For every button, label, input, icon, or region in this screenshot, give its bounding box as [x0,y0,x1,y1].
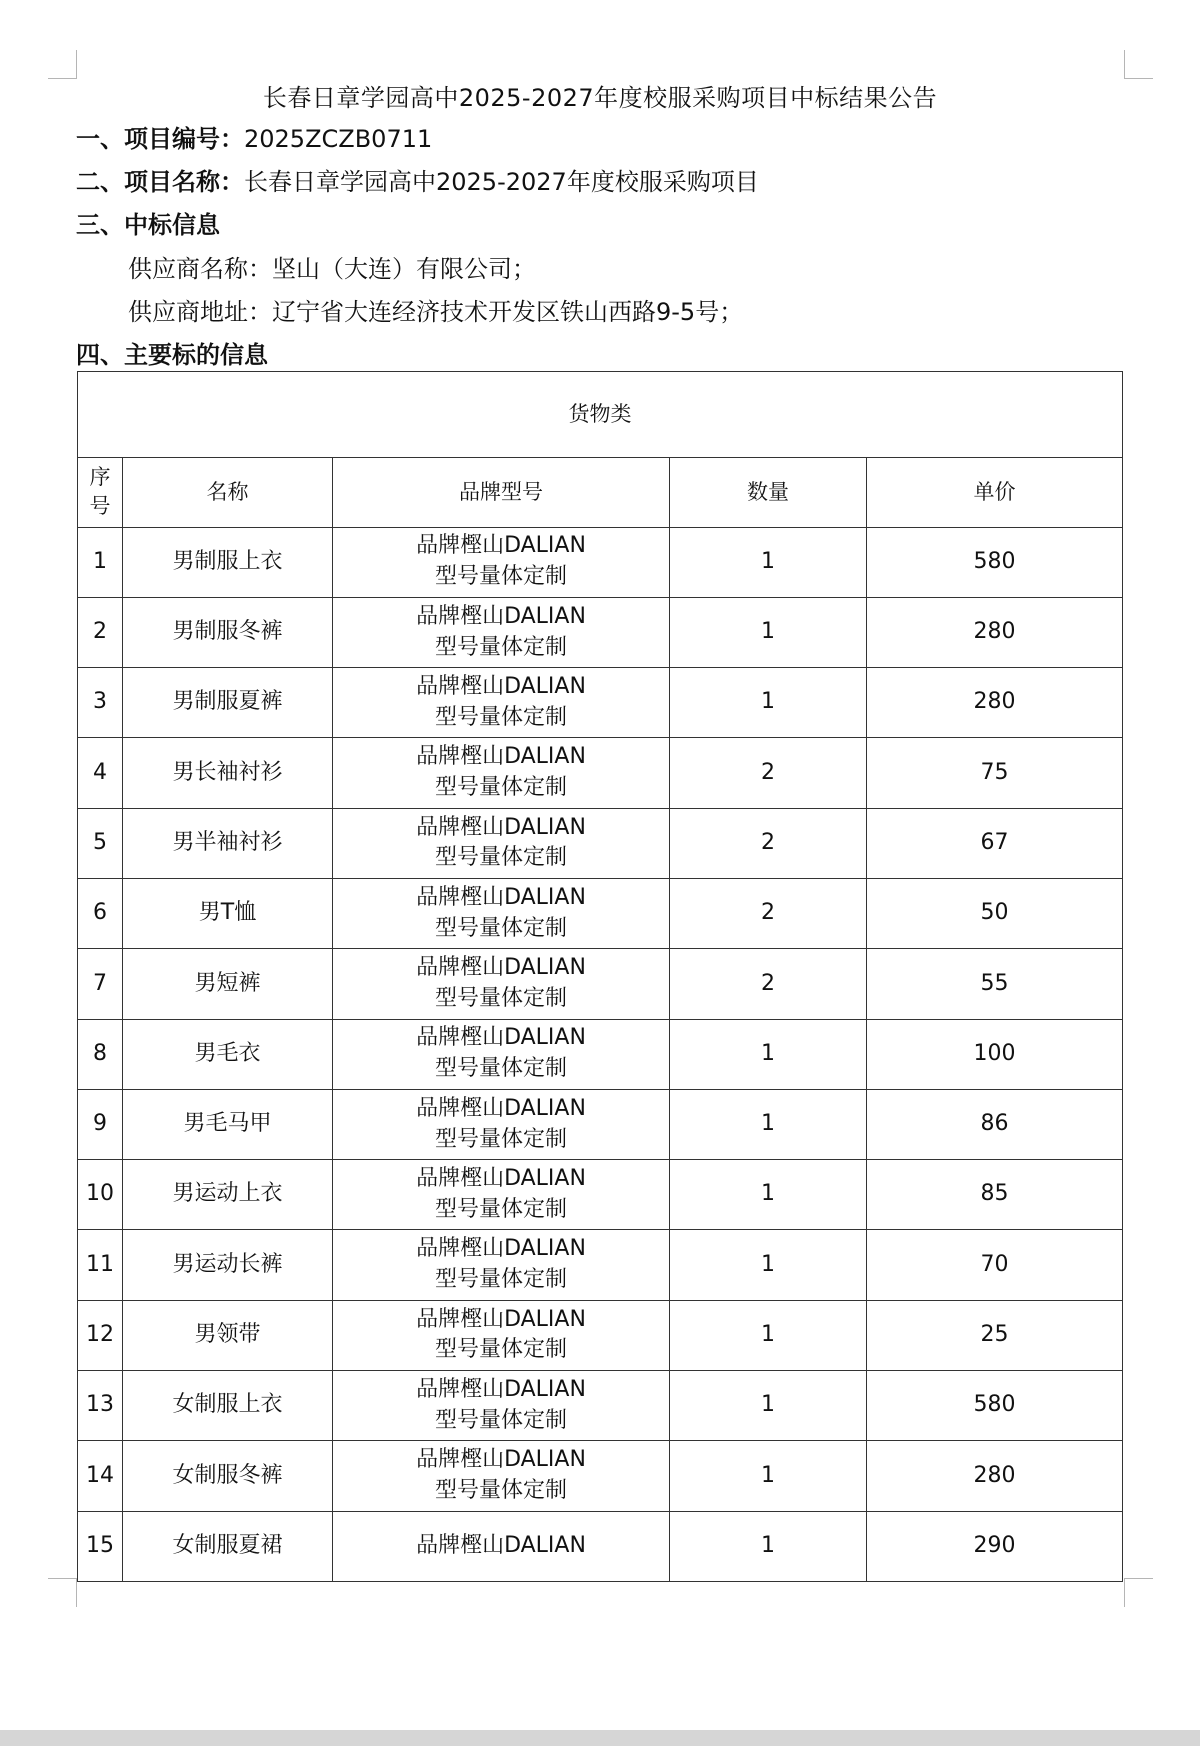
project-number-line [76,119,432,154]
project-name-line [76,162,759,197]
row-brand: 品牌樫山DALIAN [416,674,586,700]
row-seq: 5 [78,808,123,878]
row-brand-model [333,1230,670,1300]
row-quantity: 1 [670,1019,867,1089]
row-brand-model [333,879,670,949]
row-model: 型号量体定制 [434,1267,567,1293]
row-model: 型号量体定制 [434,704,567,730]
row-seq: 10 [78,1160,123,1230]
crop-mark-top-right [1124,50,1153,79]
row-model: 型号量体定制 [434,985,567,1011]
row-unit-price: 75 [867,738,1123,808]
row-brand-model [333,527,670,597]
category-cell: 货物类 [78,372,1123,458]
row-brand-model [333,668,670,738]
crop-mark-bottom-right [1124,1578,1153,1607]
header-unit-price: 单价 [867,458,1123,527]
row-model: 型号量体定制 [434,1407,567,1433]
row-seq: 13 [78,1371,123,1441]
row-model: 型号量体定制 [434,564,567,590]
row-quantity: 1 [670,1371,867,1441]
row-unit-price: 86 [867,1089,1123,1159]
row-brand: 品牌樫山DALIAN [416,1025,586,1051]
row-brand: 品牌樫山DALIAN [416,955,586,981]
table-row [78,1089,1123,1159]
row-model: 型号量体定制 [434,634,567,660]
row-unit-price: 580 [867,527,1123,597]
table-row [78,808,1123,878]
category-row [78,372,1123,458]
row-unit-price: 290 [867,1511,1123,1581]
row-seq: 6 [78,879,123,949]
crop-mark-bottom-left [48,1578,77,1607]
row-quantity: 1 [670,1441,867,1511]
row-unit-price: 25 [867,1300,1123,1370]
row-brand: 品牌樫山DALIAN [416,1532,586,1558]
header-brand-model: 品牌型号 [333,458,670,527]
table-row [78,738,1123,808]
row-brand: 品牌樫山DALIAN [416,1236,586,1262]
row-brand: 品牌樫山DALIAN [416,814,586,840]
row-name: 女制服夏裙 [123,1511,333,1581]
row-seq: 9 [78,1089,123,1159]
supplier-address: 供应商地址：辽宁省大连经济技术开发区铁山西路9-5号； [128,298,744,326]
row-name: 男毛马甲 [123,1089,333,1159]
table-row [78,1300,1123,1370]
project-number-value: 2025ZCZB0711 [244,125,433,153]
row-name: 男T恤 [123,879,333,949]
row-brand-model [333,1441,670,1511]
row-name: 男制服上衣 [123,527,333,597]
row-brand: 品牌樫山DALIAN [416,1376,586,1402]
row-brand-model [333,738,670,808]
row-brand: 品牌樫山DALIAN [416,1166,586,1191]
row-name: 男短裤 [123,949,333,1019]
row-brand: 品牌樫山DALIAN [416,1095,586,1121]
row-quantity: 2 [670,949,867,1019]
row-model: 型号量体定制 [434,1477,567,1503]
row-name: 女制服上衣 [123,1371,333,1441]
project-name-label: 二、项目名称： [76,168,244,196]
row-brand: 品牌樫山DALIAN [416,1306,586,1332]
header-row [78,458,1123,527]
row-name: 女制服冬裤 [123,1441,333,1511]
row-name: 男制服夏裤 [123,668,333,738]
row-quantity: 1 [670,597,867,667]
row-seq: 4 [78,738,123,808]
table-row [78,1019,1123,1089]
row-model: 型号量体定制 [434,775,567,801]
row-brand-model [333,1160,670,1230]
row-quantity: 1 [670,668,867,738]
header-quantity: 数量 [670,458,867,527]
row-seq: 3 [78,668,123,738]
row-name: 男运动长裤 [123,1230,333,1300]
row-quantity: 2 [670,808,867,878]
row-seq: 2 [78,597,123,667]
row-seq: 15 [78,1511,123,1581]
viewer-bottom-bar [0,1730,1200,1746]
row-brand-model [333,808,670,878]
supplier-name: 供应商名称：坚山（大连）有限公司； [128,255,536,283]
row-quantity: 1 [670,1089,867,1159]
row-unit-price: 70 [867,1230,1123,1300]
row-quantity: 1 [670,1300,867,1370]
row-brand: 品牌樫山DALIAN [416,744,586,770]
items-table [77,371,1123,1582]
winner-info-heading: 三、中标信息 [76,211,220,239]
row-model: 型号量体定制 [434,1337,567,1363]
row-brand-model [333,1511,670,1581]
header-seq: 序 号 [78,458,123,527]
crop-mark-top-left [48,50,77,79]
row-model: 型号量体定制 [434,1126,567,1152]
row-name: 男半袖衬衫 [123,808,333,878]
row-quantity: 1 [670,1230,867,1300]
row-quantity: 2 [670,879,867,949]
row-brand: 品牌樫山DALIAN [416,1447,586,1473]
main-items-heading: 四、主要标的信息 [76,341,268,369]
row-quantity: 1 [670,527,867,597]
table-row [78,1511,1123,1581]
row-brand-model [333,597,670,667]
table-row [78,949,1123,1019]
row-brand-model [333,949,670,1019]
table-row [78,879,1123,949]
table-row [78,668,1123,738]
project-number-label: 一、项目编号： [76,125,244,153]
row-unit-price: 85 [867,1160,1123,1230]
row-model: 型号量体定制 [434,1196,567,1222]
row-quantity: 1 [670,1511,867,1581]
row-brand: 品牌樫山DALIAN [416,603,586,629]
row-model: 型号量体定制 [434,915,567,941]
table-row [78,1371,1123,1441]
row-quantity: 2 [670,738,867,808]
row-brand: 品牌樫山DALIAN [416,533,586,559]
row-unit-price: 50 [867,879,1123,949]
row-quantity: 1 [670,1160,867,1230]
table-row [78,1160,1123,1230]
row-name: 男制服冬裤 [123,597,333,667]
row-unit-price: 55 [867,949,1123,1019]
row-unit-price: 580 [867,1371,1123,1441]
table-row [78,1230,1123,1300]
row-unit-price: 280 [867,1441,1123,1511]
row-seq: 14 [78,1441,123,1511]
row-model: 型号量体定制 [434,845,567,871]
table-row [78,527,1123,597]
row-brand-model [333,1019,670,1089]
row-unit-price: 100 [867,1019,1123,1089]
row-unit-price: 67 [867,808,1123,878]
row-name: 男长袖衬衫 [123,738,333,808]
row-model: 型号量体定制 [434,1056,567,1082]
row-unit-price: 280 [867,597,1123,667]
row-name: 男领带 [123,1300,333,1370]
row-name: 男毛衣 [123,1019,333,1089]
row-seq: 1 [78,527,123,597]
table-row [78,597,1123,667]
row-brand-model [333,1300,670,1370]
row-brand-model [333,1089,670,1159]
row-seq: 12 [78,1300,123,1370]
project-name-value: 长春日章学园高中2025-2027年度校服采购项目 [244,168,759,196]
row-seq: 8 [78,1019,123,1089]
row-name: 男运动上衣 [123,1160,333,1230]
row-seq: 7 [78,949,123,1019]
row-brand-model [333,1371,670,1441]
row-seq: 11 [78,1230,123,1300]
document-title: 长春日章学园高中2025-2027年度校服采购项目中标结果公告 [262,84,938,112]
row-brand: 品牌樫山DALIAN [416,884,586,910]
row-unit-price: 280 [867,668,1123,738]
header-name: 名称 [123,458,333,527]
table-row [78,1441,1123,1511]
